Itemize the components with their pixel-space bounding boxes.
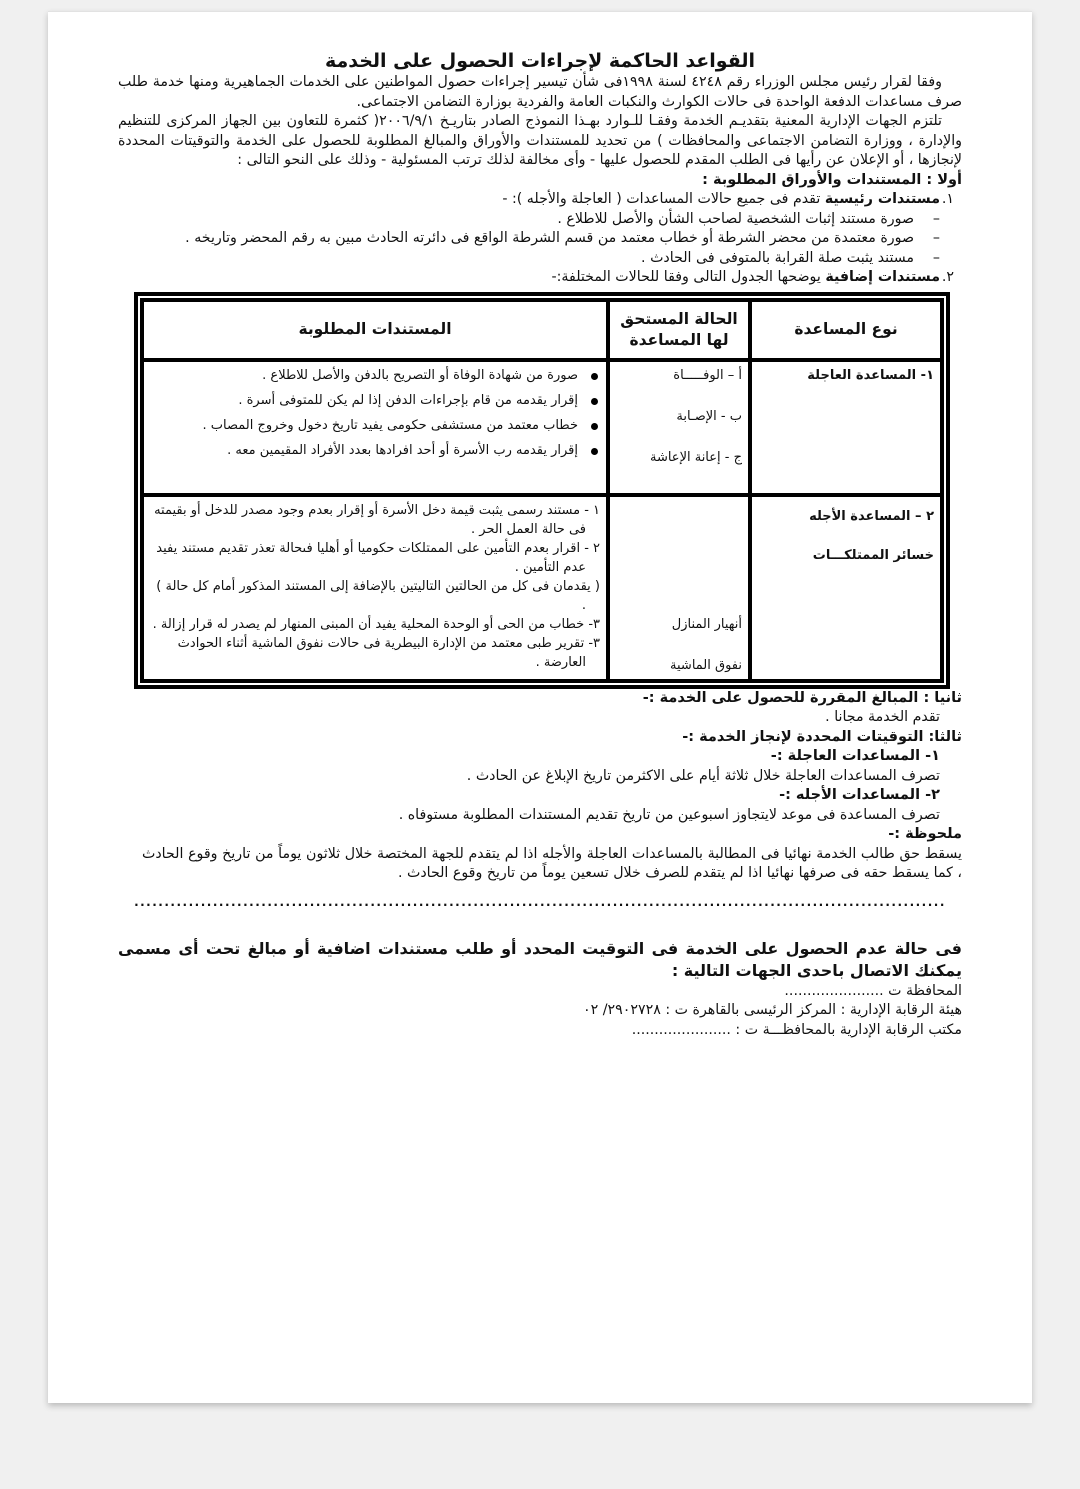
main-doc-subitem bbox=[118, 249, 962, 269]
type-label: ٢ – المساعدة الأجله bbox=[809, 508, 934, 524]
doc-numbered-item: ١ - مستند رسمى يثبت قيمة دخل الأسرة أو إقرار بعدم وجود مصدر للدخل أو بقيمته فى حالة العمل الحر . bbox=[154, 502, 600, 537]
note-heading: ملحوظة :- bbox=[888, 826, 962, 842]
contact-line: هيئة الرقابة الإدارية : المركز الرئيسى بالقاهرة ت : ٢٩٠٢٧٢٨/ ٠٢ bbox=[582, 1002, 962, 1018]
section2-heading: ثانيا : المبالغ المقررة للحصول على الخدمة :- bbox=[642, 689, 962, 706]
doc-numbered-item: ٣- خطاب من الحى أو الوحدة المحلية يفيد أن المبنى المنهار لم يصدر له قرار إزالة . bbox=[152, 616, 600, 632]
item-number: ٢. bbox=[941, 269, 954, 285]
type-cell bbox=[752, 362, 940, 493]
complaint-text: فى حالة عدم الحصول على الخدمة فى التوقيت المحدد أو طلب مستندات اضافية أو مبالغ تحت أى مسمى يمكنك الاتصال باحدى الجهات التالية : bbox=[118, 938, 962, 980]
item-text: يوضحها الجدول التالى وفقا للحالات المختلفة:- bbox=[551, 269, 826, 285]
note-text: يسقط حق طالب الخدمة نهائيا فى المطالبة بالمساعدات العاجلة والأجله اذا لم يتقدم للجهة المختصة خلال ثلاثون يوماً من تاريخ وقوع الحادث ، كما يسقط حقه فى صرفها نهائيا اذا لم يتقدم للصرف خلال تسعين يوماً من تاريخ وقوع الحادث . bbox=[142, 845, 962, 881]
documents-table bbox=[140, 298, 944, 683]
dotted-separator: ...................................................................................................................................... bbox=[134, 897, 946, 908]
dash-marker: – bbox=[932, 249, 940, 266]
doc-numbered-item: ٢ - اقرار بعدم التأمين على الممتلكات حكوميا أو أهليا فىحالة تعذر تقديم مستند يفيد عدم التأمين . bbox=[156, 540, 600, 575]
doc-bullet-item: صورة من شهادة الوفاة أو التصريح بالدفن والأصل للاطلاع . bbox=[150, 366, 578, 385]
additional-documents-item bbox=[118, 268, 962, 288]
contact-line: مكتب الرقابة الإدارية بالمحافظـــة ت : ...................... bbox=[631, 1021, 962, 1038]
header-type: نوع المساعدة bbox=[752, 302, 940, 358]
main-doc-subitem bbox=[118, 229, 962, 249]
case-label: ج - إعانة الإعاشة bbox=[649, 449, 742, 465]
table-header-row bbox=[144, 302, 940, 358]
case-label: أ – الوفـــــاة bbox=[673, 367, 742, 383]
docs-cell bbox=[144, 497, 606, 679]
case-label: ب - الإصـابة bbox=[676, 408, 742, 424]
doc-bullet-item: خطاب معتمد من مستشفى حكومى يفيد تاريخ دخول وخروج المصاب . bbox=[150, 416, 578, 435]
document-content bbox=[118, 48, 962, 1040]
urgent-aid-text: تصرف المساعدات العاجلة خلال ثلاثة أيام على الاكثرمن تاريخ الإبلاغ عن الحادث . bbox=[466, 767, 940, 784]
section2-text: تقدم الخدمة مجانا . bbox=[825, 709, 940, 725]
contact-line: المحافظة ت ...................... bbox=[784, 982, 962, 999]
document-page bbox=[48, 11, 1032, 1403]
subitem-text: صورة معتمدة من محضر الشرطة أو خطاب معتمد من قسم الشرطة الواقع فى دائرته الحادث مبين به رقم المحضر وتاريخه . bbox=[185, 230, 914, 246]
item-bold-label: مستندات رئيسية bbox=[824, 191, 940, 207]
case-label: نفوق الماشية bbox=[670, 657, 742, 673]
section1-heading: أولا : المستندات والأوراق المطلوبة : bbox=[702, 171, 962, 188]
main-doc-subitem bbox=[118, 210, 962, 230]
header-docs: المستندات المطلوبة bbox=[144, 302, 606, 358]
urgent-aid-heading: ١- المساعدات العاجلة :- bbox=[770, 748, 940, 764]
type-cell bbox=[752, 497, 940, 679]
main-documents-item bbox=[118, 190, 962, 210]
type-label: ١- المساعدة العاجلة bbox=[807, 367, 934, 383]
header-case: الحالة المستحق لها المساعدة bbox=[610, 302, 748, 358]
document-title: القواعد الحاكمة لإجراءات الحصول على الخدمة bbox=[324, 50, 756, 72]
commitment-paragraph: تلتزم الجهات الإدارية المعنية بتقديـم الخدمة وفقـا للـوارد بهـذا النموذج الصادر بتاريـخ ٢٠٠٦/٩/١( كثمرة للتعاون بين الجهاز المركزى للتنظيم والإدارة ، ووزارة التضامن الاجتماعى والمحافظات ) من تحديد للمستندات والأوراق والمبالغ المطلوبة للحصول على الخدمة والتوقيتات المحددة لإنجازها ، أو الإعلان عن رأيها فى الطلب المقدم للحصول عليها - وأى مخالفة لذلك ترتب المسئولية - وذلك على النحو التالى : bbox=[118, 113, 962, 168]
case-cell bbox=[610, 497, 748, 679]
dash-marker: – bbox=[932, 230, 940, 246]
case-label: أنهيار المنازل bbox=[671, 616, 742, 632]
intro-paragraph: وفقا لقرار رئيس مجلس الوزراء رقم ٤٢٤٨ لسنة ١٩٩٨فى شأن تيسير إجراءات حصول المواطنين على الخدمات الجماهيرية ومنها خدمة طلب صرف مساعدات الدفعة الواحدة فى حالات الكوارث والنكبات العامة والفردية بوزارة التضامن الاجتماعى. bbox=[118, 74, 962, 110]
item-text: تقدم فى جميع حالات المساعدات ( العاجلة والأجله ): - bbox=[502, 191, 825, 207]
doc-numbered-item: ٣- تقرير طبى معتمد من الإدارة البيطرية فى حالات نفوق الماشية أثناء الحوادث العارضة . bbox=[177, 635, 600, 670]
dash-marker: – bbox=[932, 210, 940, 227]
type-sublabel: خسائر الممتلكـــات bbox=[812, 547, 934, 563]
doc-note-item: ( يقدمان فى كل من الحالتين التاليتين بالإضافة إلى المستند المذكور أمام كل حالة ) . bbox=[156, 578, 600, 613]
section3-heading: ثالثا: التوقيتات المحددة لإنجاز الخدمة :- bbox=[682, 728, 962, 745]
deferred-aid-text: تصرف المساعدة فى موعد لايتجاوز اسبوعين من تاريخ تقديم المستندات المطلوبة مستوفاه . bbox=[398, 806, 940, 823]
doc-bullet-item: إقرار يقدمه رب الأسرة أو أحد افرادها بعدد الأفراد المقيمين معه . bbox=[150, 441, 578, 460]
documents-table-frame bbox=[134, 292, 950, 689]
subitem-text: صورة مستند إثبات الشخصية لصاحب الشأن والأصل للاطلاع . bbox=[557, 210, 914, 227]
item-number: ١. bbox=[941, 191, 954, 207]
deferred-aid-heading: ٢- المساعدات الأجله :- bbox=[779, 787, 940, 803]
case-cell bbox=[610, 362, 748, 493]
subitem-text: مستند يثبت صلة القرابة بالمتوفى فى الحادث . bbox=[641, 249, 914, 266]
item-bold-label: مستندات إضافية bbox=[825, 269, 940, 285]
table-row bbox=[144, 362, 940, 493]
docs-cell bbox=[144, 362, 606, 493]
table-row bbox=[144, 497, 940, 679]
doc-bullet-item: إقرار يقدمه من قام بإجراءات الدفن إذا لم يكن للمتوفى أسرة . bbox=[150, 391, 578, 410]
